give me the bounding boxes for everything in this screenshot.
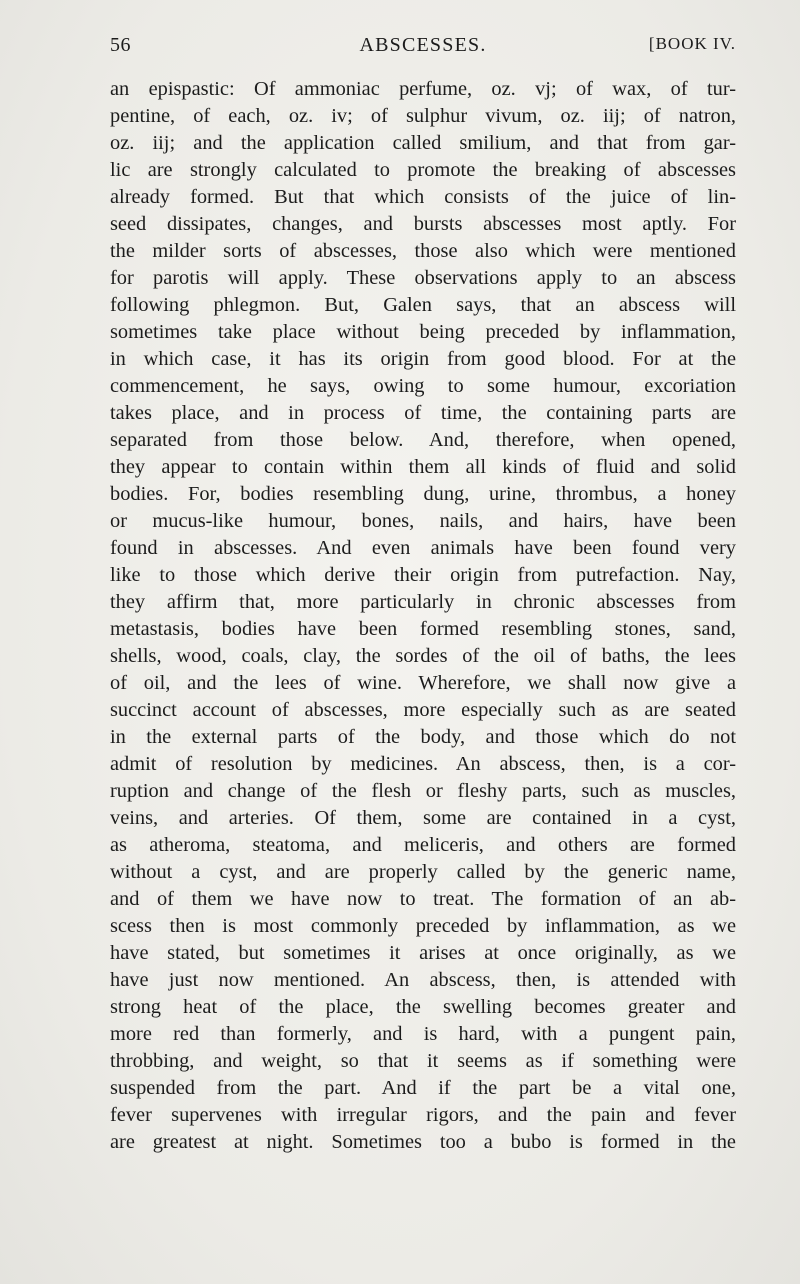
text-line: scess then is most commonly preceded by inflammation, as we (110, 915, 736, 937)
body-text (110, 76, 736, 1156)
text-line: bodies. For, bodies resembling dung, urine, thrombus, a honey (110, 483, 736, 505)
text-line: or mucus-like humour, bones, nails, and hairs, have been (110, 510, 736, 532)
text-line: admit of resolution by medicines. An abscess, then, is a cor- (110, 753, 736, 775)
text-line: more red than formerly, and is hard, with a pungent pain, (110, 1023, 736, 1045)
text-line: veins, and arteries. Of them, some are contained in a cyst, (110, 807, 736, 829)
text-line: have just now mentioned. An abscess, then, is attended with (110, 969, 736, 991)
page-header (110, 34, 736, 60)
text-line: as atheroma, steatoma, and meliceris, and others are formed (110, 834, 736, 856)
text-line: lic are strongly calculated to promote the breaking of abscesses (110, 159, 736, 181)
text-line: fever supervenes with irregular rigors, and the pain and fever (110, 1104, 736, 1126)
text-line: in which case, it has its origin from good blood. For at the (110, 348, 736, 370)
book-reference: [BOOK IV. (648, 34, 736, 53)
running-title: ABSCESSES. (359, 34, 487, 56)
text-line: succinct account of abscesses, more especially such as are seated (110, 699, 736, 721)
text-line: metastasis, bodies have been formed resembling stones, sand, (110, 618, 736, 640)
text-line: oz. iij; and the application called smilium, and that from gar- (110, 132, 736, 154)
text-line: sometimes take place without being preceded by inflammation, (110, 321, 736, 343)
text-line: suspended from the part. And if the part be a vital one, (110, 1077, 736, 1099)
text-line: they affirm that, more particularly in chronic abscesses from (110, 591, 736, 613)
text-line: of oil, and the lees of wine. Wherefore, we shall now give a (110, 672, 736, 694)
text-line: found in abscesses. And even animals have been found very (110, 537, 736, 559)
text-line: pentine, of each, oz. iv; of sulphur vivum, oz. iij; of natron, (110, 105, 736, 127)
text-line: an epispastic: Of ammoniac perfume, oz. vj; of wax, of tur- (110, 78, 736, 100)
text-line: separated from those below. And, therefore, when opened, (110, 429, 736, 451)
text-line: strong heat of the place, the swelling becomes greater and (110, 996, 736, 1018)
text-line: ruption and change of the flesh or fleshy parts, such as muscles, (110, 780, 736, 802)
text-line: throbbing, and weight, so that it seems as if something were (110, 1050, 736, 1072)
text-line: they appear to contain within them all kinds of fluid and solid (110, 456, 736, 478)
text-line: without a cyst, and are properly called by the generic name, (110, 861, 736, 883)
page-number: 56 (110, 34, 131, 56)
text-line: for parotis will apply. These observations apply to an abscess (110, 267, 736, 289)
text-line: takes place, and in process of time, the containing parts are (110, 402, 736, 424)
text-line: have stated, but sometimes it arises at once originally, as we (110, 942, 736, 964)
text-line: already formed. But that which consists of the juice of lin- (110, 186, 736, 208)
text-line: seed dissipates, changes, and bursts abscesses most aptly. For (110, 213, 736, 235)
text-line: shells, wood, coals, clay, the sordes of the oil of baths, the lees (110, 645, 736, 667)
text-line: the milder sorts of abscesses, those also which were mentioned (110, 240, 736, 262)
text-line: like to those which derive their origin from putrefaction. Nay, (110, 564, 736, 586)
text-line: commencement, he says, owing to some humour, excoriation (110, 375, 736, 397)
text-line: and of them we have now to treat. The formation of an ab- (110, 888, 736, 910)
text-line: are greatest at night. Sometimes too a bubo is formed in the (110, 1131, 736, 1153)
text-line: following phlegmon. But, Galen says, that an abscess will (110, 294, 736, 316)
text-line: in the external parts of the body, and those which do not (110, 726, 736, 748)
